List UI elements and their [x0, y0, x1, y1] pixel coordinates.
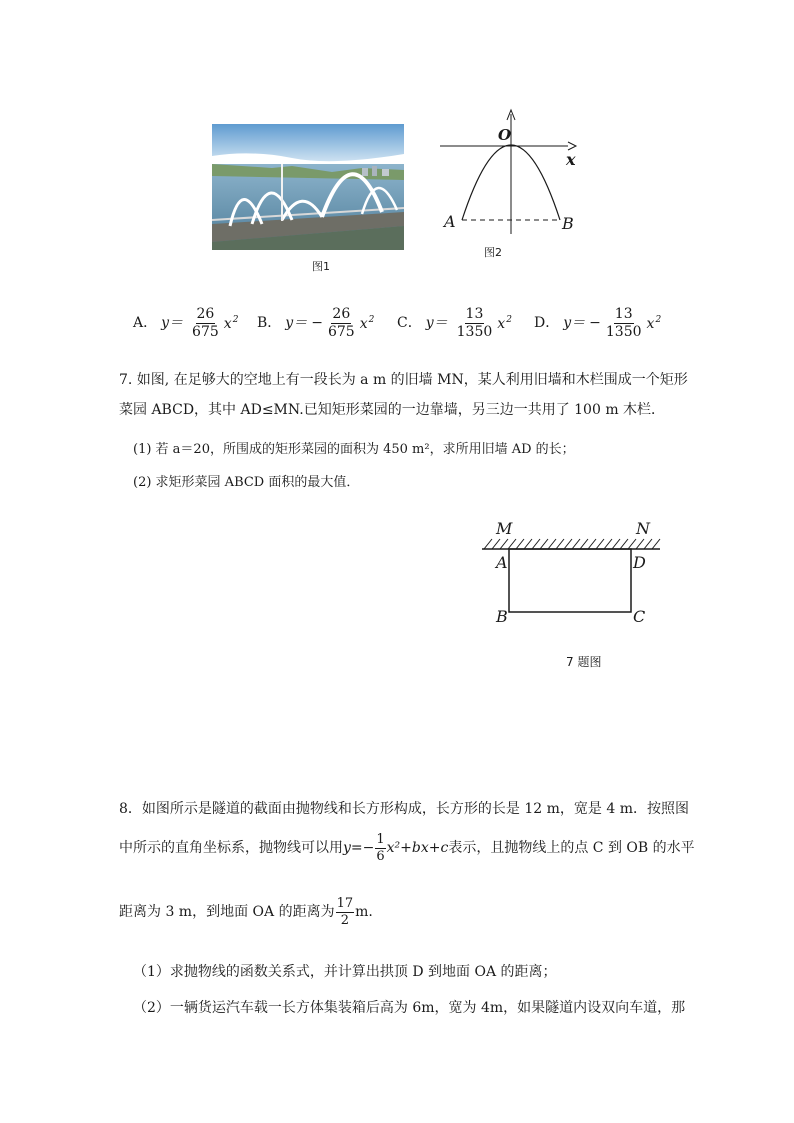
q7-label-a: A — [496, 553, 508, 572]
q8-subquestion-1: （1）求抛物线的函数关系式，并计算出拱顶 D 到地面 OA 的距离； — [133, 964, 557, 980]
option-d[interactable] — [534, 307, 661, 339]
option-c-x2: $x^2$ — [497, 314, 512, 332]
figure-1-bridge-photo — [212, 124, 404, 250]
q7-label-n: N — [636, 519, 650, 538]
option-b-y: y＝ — [285, 315, 308, 332]
q7-subquestion-1: (1) 若 a＝20，所围成的矩形菜园的面积为 450 m²，求所用旧墙 AD 的长； — [133, 442, 575, 457]
option-c-label: C． — [397, 315, 422, 332]
option-b-denominator: 675 — [327, 323, 355, 340]
option-a-denominator: 675 — [192, 323, 219, 340]
q7-line-1: 7. 如图, 在足够大的空地上有一段长为 a m 的旧墙 MN，某人利用旧墙和木栏围成一个矩形 — [119, 372, 688, 388]
q7-rectangle-figure — [478, 515, 668, 625]
option-d-x2: $x^2$ — [646, 314, 662, 332]
q7-label-b: B — [496, 607, 508, 626]
q8-equation-rhs: x²+bx+c — [386, 840, 449, 857]
option-b-sign: − — [311, 315, 323, 332]
q8-line-3-pre: 距离为 3 m，到地面 OA 的距离为 — [119, 904, 335, 921]
figure-2-parabola — [440, 108, 590, 234]
option-c-y: y＝ — [425, 315, 448, 332]
option-a-y: y＝ — [161, 315, 184, 332]
q8-equation-frac-num: 1 — [376, 832, 385, 847]
figure-2-caption: 图2 — [484, 246, 502, 259]
q8-line-2 — [119, 833, 695, 863]
option-c-numerator: 13 — [465, 306, 484, 322]
option-a[interactable] — [133, 307, 238, 339]
q8-line-2-pre: 中所示的直角坐标系，抛物线可以用 — [119, 840, 343, 857]
option-d-sign: − — [589, 315, 601, 332]
option-c-denominator: 1350 — [456, 323, 493, 340]
option-a-label: A． — [133, 315, 158, 332]
q8-equation-lhs: y=− — [343, 840, 375, 857]
option-d-numerator: 13 — [614, 306, 633, 322]
option-c[interactable] — [397, 307, 512, 339]
q8-line-1: 8．如图所示是隧道的截面由抛物线和长方形构成，长方形的长是 12 m，宽是 4 m．按照图 — [119, 801, 689, 817]
option-a-numerator: 26 — [196, 306, 215, 322]
bridge-photo-image — [212, 124, 404, 250]
q8-line-2-post: 表示，且抛物线上的点 C 到 OB 的水平 — [448, 840, 695, 857]
fig2-point-b-label: B — [562, 214, 574, 233]
q8-line-3-frac-num: 17 — [336, 896, 354, 911]
figure-1-caption: 图1 — [312, 260, 330, 273]
q7-label-d: D — [633, 553, 646, 572]
option-d-label: D． — [534, 315, 560, 332]
q8-subquestion-2: （2）一辆货运汽车载一长方体集装箱后高为 6m，宽为 4m，如果隧道内设双向车道，那 — [133, 1000, 686, 1016]
q7-line-2: 菜园 ABCD，其中 AD≤MN.已知矩形菜园的一边靠墙，另三边一共用了 100 m 木栏． — [119, 402, 666, 418]
option-d-denominator: 1350 — [605, 323, 642, 340]
option-b-label: B． — [257, 315, 282, 332]
q8-line-3-frac-den: 2 — [340, 912, 349, 928]
q8-line-3 — [119, 897, 373, 927]
q7-figure-caption: 7 题图 — [566, 655, 602, 669]
q7-subquestion-2: (2) 求矩形菜园 ABCD 面积的最大值． — [133, 475, 360, 490]
q8-equation-frac-den: 6 — [376, 848, 385, 864]
q8-line-3-post: m. — [355, 904, 373, 921]
option-b-numerator: 26 — [332, 306, 351, 322]
option-b[interactable] — [257, 307, 374, 339]
option-b-x2: $x^2$ — [359, 314, 375, 332]
option-d-y: y＝ — [563, 315, 586, 332]
fig2-point-a-label: A — [444, 212, 456, 231]
option-a-x2: $x^2$ — [223, 314, 239, 332]
q7-label-m: M — [496, 519, 513, 538]
fig2-x-label: x — [566, 150, 576, 169]
q7-label-c: C — [633, 607, 646, 626]
fig2-origin-label: O — [498, 126, 512, 144]
